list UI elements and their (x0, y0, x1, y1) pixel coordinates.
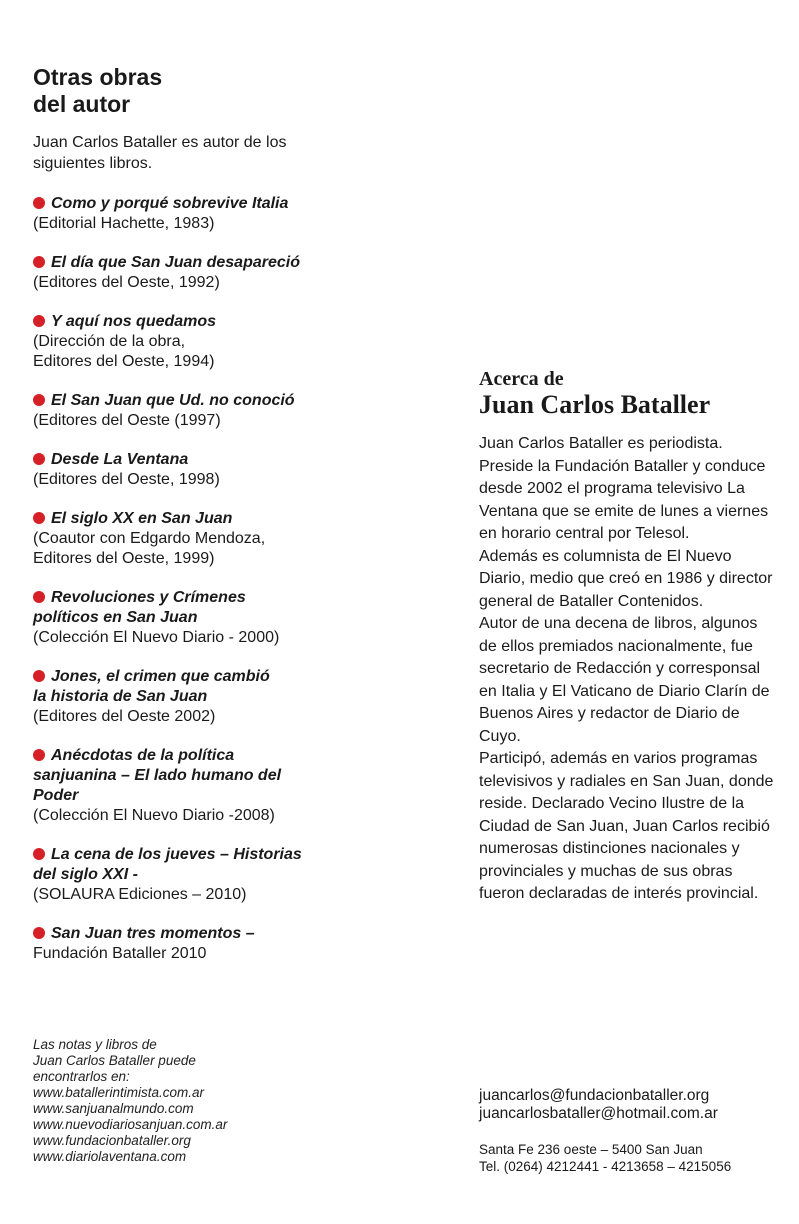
book-publisher: (Dirección de la obra, Editores del Oeste, 1994) (33, 333, 215, 370)
bullet-icon (33, 197, 45, 209)
book-publisher: (Colección El Nuevo Diario - 2000) (33, 629, 280, 646)
book-publisher: (Editores del Oeste 2002) (33, 708, 216, 725)
website-link[interactable]: www.batallerintimista.com.ar (33, 1085, 205, 1100)
book-publisher: (Editores del Oeste (1997) (33, 412, 221, 429)
bio-paragraph: Autor de una decena de libros, algunos de ellos premiados nacionalmente, fue secretario de Redacción y corresponsal en Italia y El Vaticano de Diario Clarín de Buenos Aires y redactor de Diario de Cuyo. (479, 615, 770, 745)
book-item (33, 746, 323, 826)
book-item (33, 845, 323, 905)
book-publisher: (Editores del Oeste, 1998) (33, 471, 220, 488)
book-title: Y aquí nos quedamos (51, 313, 217, 330)
book-item (33, 391, 323, 431)
street-address: Santa Fe 236 oeste – 5400 San Juan (479, 1142, 703, 1157)
book-title: La cena de los jueves – Historias del siglo XXI - (33, 846, 302, 883)
website-link[interactable]: www.diariolaventana.com (33, 1149, 187, 1164)
bullet-icon (33, 394, 45, 406)
book-item (33, 924, 323, 964)
book-title: Anécdotas de la política sanjuanina – El lado humano del Poder (33, 747, 282, 804)
bio-paragraph: Además es columnista de El Nuevo Diario, medio que creó en 1986 y director general de Bataller Contenidos. (479, 547, 773, 610)
book-item (33, 253, 323, 293)
website-link[interactable]: www.sanjuanalmundo.com (33, 1101, 194, 1116)
book-list (33, 194, 323, 964)
contact-emails (479, 1087, 789, 1123)
bullet-icon (33, 848, 45, 860)
book-item (33, 312, 323, 372)
author-name: Juan Carlos Bataller (479, 390, 711, 419)
bullet-icon (33, 591, 45, 603)
book-title: El siglo XX en San Juan (51, 510, 233, 527)
bullet-icon (33, 256, 45, 268)
other-works-title: Otras obras del autor (33, 64, 163, 117)
book-title: El día que San Juan desapareció (51, 254, 300, 271)
book-publisher: (Colección El Nuevo Diario -2008) (33, 807, 275, 824)
book-item (33, 588, 323, 648)
book-title: Revoluciones y Crímenes políticos en San Juan (33, 589, 246, 626)
websites-note (33, 1037, 333, 1165)
book-publisher: (Editores del Oeste, 1992) (33, 274, 220, 291)
phone-numbers: Tel. (0264) 4212441 - 4213658 – 4215056 (479, 1159, 732, 1174)
bullet-icon (33, 512, 45, 524)
book-title: San Juan tres momentos – (51, 925, 255, 942)
book-item (33, 450, 323, 490)
other-works-intro: Juan Carlos Bataller es autor de los siguientes libros. (33, 134, 287, 172)
bullet-icon (33, 453, 45, 465)
websites-intro: Las notas y libros de Juan Carlos Bataller puede encontrarlos en: (33, 1037, 196, 1084)
bio-paragraph: Participó, además en varios programas televisivos y radiales en San Juan, donde reside. Declarado Vecino Ilustre de la Ciudad de San Juan, Juan Carlos recibió numerosas distinciones nacionales y provinciales y muchas de sus obras fueron declaradas de interés provincial. (479, 750, 774, 902)
bullet-icon (33, 927, 45, 939)
bullet-icon (33, 315, 45, 327)
bullet-icon (33, 670, 45, 682)
about-section (479, 368, 779, 906)
book-publisher: (Editorial Hachette, 1983) (33, 215, 215, 232)
book-publisher: Fundación Bataller 2010 (33, 945, 207, 962)
book-title: Jones, el crimen que cambió la historia de San Juan (33, 668, 270, 705)
book-item (33, 667, 323, 727)
author-bio (479, 433, 779, 906)
book-item (33, 509, 323, 569)
book-publisher: (SOLAURA Ediciones – 2010) (33, 886, 247, 903)
book-title: Desde La Ventana (51, 451, 189, 468)
book-item (33, 194, 323, 234)
bullet-icon (33, 749, 45, 761)
book-title: Como y porqué sobrevive Italia (51, 195, 289, 212)
email-link[interactable]: juancarlosbataller@hotmail.com.ar (479, 1105, 718, 1122)
book-publisher: (Coautor con Edgardo Mendoza, Editores del Oeste, 1999) (33, 530, 266, 567)
email-link[interactable]: juancarlos@fundacionbataller.org (479, 1087, 710, 1104)
contact-address (479, 1141, 789, 1175)
website-link[interactable]: www.nuevodiariosanjuan.com.ar (33, 1117, 228, 1132)
about-label: Acerca de (479, 368, 564, 390)
book-title: El San Juan que Ud. no conoció (51, 392, 295, 409)
website-link[interactable]: www.fundacionbataller.org (33, 1133, 191, 1148)
bio-paragraph: Juan Carlos Bataller es periodista. Preside la Fundación Bataller y conduce desde 2002 el programa televisivo La Ventana que se emite de lunes a viernes en horario central por Telesol. (479, 435, 769, 542)
other-works-section (33, 64, 323, 983)
